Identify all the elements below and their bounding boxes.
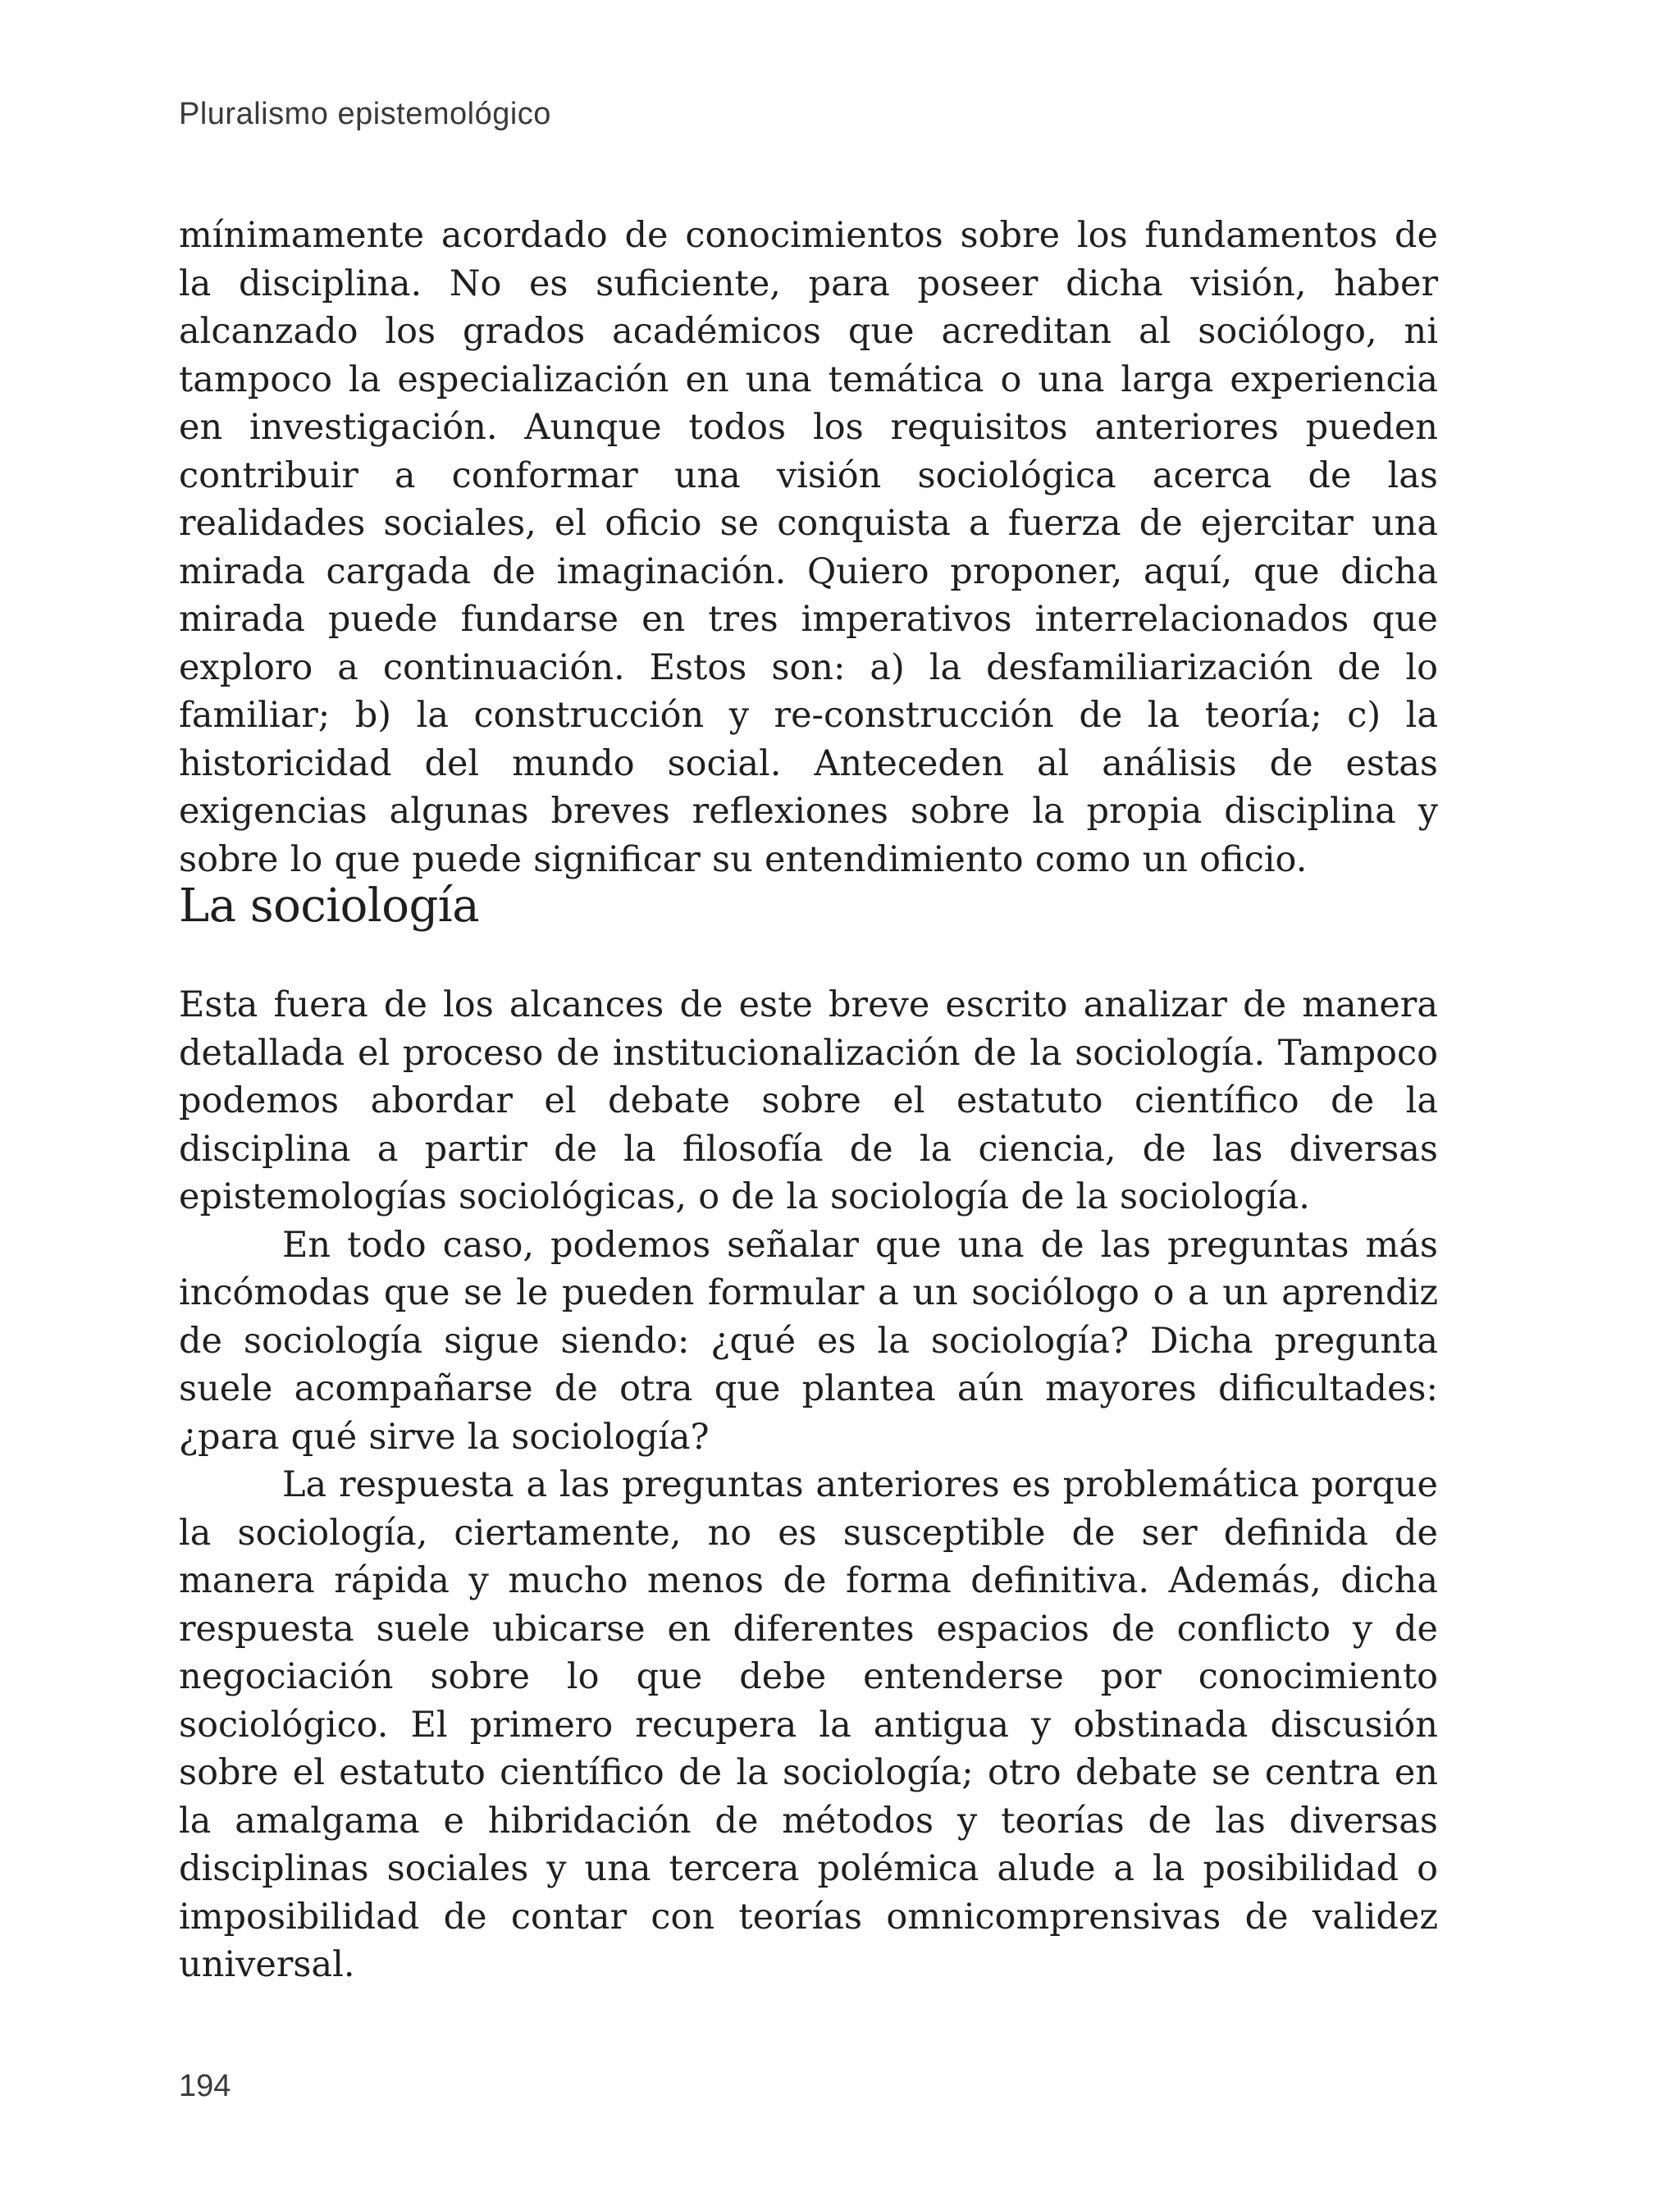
section-heading: La sociología: [179, 879, 480, 933]
running-head: Pluralismo epistemológico: [179, 97, 551, 131]
intro-paragraph: mínimamente acordado de conocimientos sobre los fundamentos de la disciplina. No es suficiente, para poseer dicha visión, haber alcanzado los grados académicos que acreditan al sociólogo, ni tampoco la especialización en una temática o una larga experiencia en investigación. Aunque todos los requisitos anteriores pueden contribuir a conformar una visión sociológica acerca de las realidades sociales, el oficio se conquista a fuerza de ejercitar una mirada cargada de imaginación. Quiero proponer, aquí, que dicha mirada puede fundarse en tres imperativos interrelacionados que exploro a continuación. Estos son: a) la desfamiliarización de lo familiar; b) la construcción y re-construcción de la teoría; c) la historicidad del mundo social. Anteceden al análisis de estas exigencias algunas breves reflexiones sobre la propia disciplina y sobre lo que puede significar su entendimiento como un oficio.: [179, 215, 1438, 880]
page-number: 194: [179, 2069, 231, 2103]
intro-text-block: [179, 212, 1438, 883]
section-paragraph-3: La respuesta a las preguntas anteriores es problemática porque la sociología, ciertamente, no es susceptible de ser definida de manera rápida y mucho menos de forma definitiva. Además, dicha respuesta suele ubicarse en diferentes espacios de conflicto y de negociación sobre lo que debe entenderse por conocimiento sociológico. El primero recupera la antigua y obstinada discusión sobre el estatuto científico de la sociología; otro debate se centra en la amalgama e hibridación de métodos y teorías de las diversas disciplinas sociales y una tercera polémica alude a la posibilidad o imposibilidad de contar con teorías omnicomprensivas de validez universal.: [179, 1464, 1438, 1985]
section-paragraph-2: En todo caso, podemos señalar que una de las preguntas más incómodas que se le pueden formular a un sociólogo o a un aprendiz de sociología sigue siendo: ¿qué es la sociología? Dicha pregunta suele acompañarse de otra que plantea aún mayores dificultades: ¿para qué sirve la sociología?: [179, 1224, 1438, 1458]
section-text-block: [179, 981, 1438, 1989]
section-paragraph-1: Esta fuera de los alcances de este breve escrito analizar de manera detallada el proceso de institucionalización de la sociología. Tampoco podemos abordar el debate sobre el estatuto científico de la disciplina a partir de la filosofía de la ciencia, de las diversas epistemologías sociológicas, o de la sociología de la sociología.: [179, 984, 1438, 1217]
